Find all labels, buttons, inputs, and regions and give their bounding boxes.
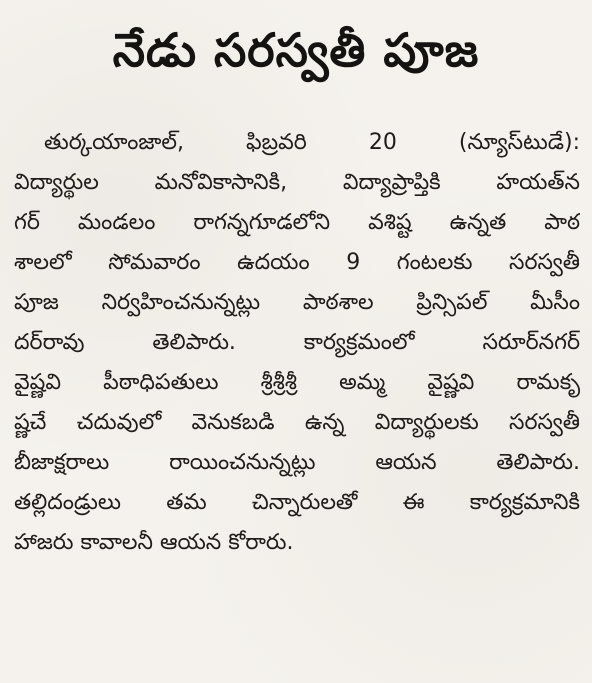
article-line: బీజాక్షరాలు రాయించనున్నట్లు ఆయన తెలిపారు. bbox=[14, 450, 580, 475]
article-body bbox=[14, 123, 580, 563]
article-line: విద్యార్థుల మనోవికాసానికి, విద్యాప్రాప్తికి హయత్‌న bbox=[14, 170, 580, 195]
article-line: తల్లిదండ్రులు తమ చిన్నారులతో ఈ కార్యక్రమానికి bbox=[14, 490, 580, 515]
article-line: గర్ మండలం రాగన్నగూడలోని వశిష్ట ఉన్నత పాఠ bbox=[14, 210, 580, 235]
article-line: శాలలో సోమవారం ఉదయం 9 గంటలకు సరస్వతీ bbox=[14, 250, 580, 275]
article-line: తుర్కయాంజాల్, ఫిబ్రవరి 20 (న్యూస్‌టుడే): bbox=[44, 130, 580, 155]
article-line: పూజ నిర్వహించనున్నట్లు పాఠశాల ప్రిన్సిపల్ మీసీం bbox=[14, 290, 580, 315]
article-line: వైష్ణవి పీఠాధిపతులు శ్రీశ్రీశ్రీ అమ్మ వైష్ణవి రామకృ bbox=[14, 370, 580, 395]
article-line: దర్‌రావు తెలిపారు. కార్యక్రమంలో సరూర్‌నగర్ bbox=[14, 330, 580, 355]
headline: నేడు సరస్వతీ పూజ bbox=[112, 23, 480, 77]
article-line: హాజరు కావాలనీ ఆయన కోరారు. bbox=[14, 530, 294, 555]
article-line: ష్ణచే చదువులో వెనుకబడి ఉన్న విద్యార్థులకు సరస్వతీ bbox=[14, 410, 580, 435]
